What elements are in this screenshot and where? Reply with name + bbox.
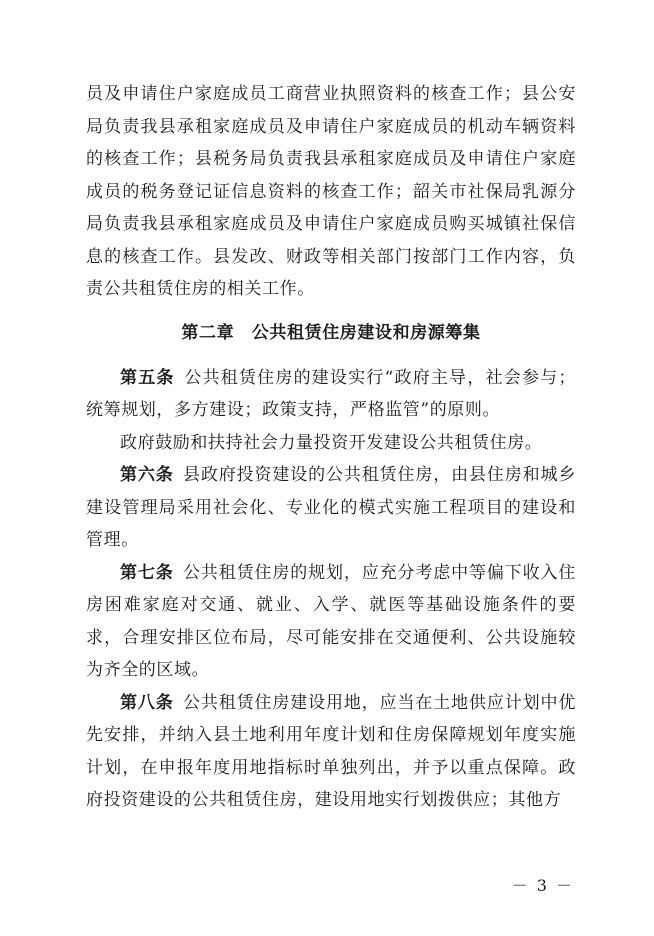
article-label: 第六条 bbox=[120, 465, 174, 485]
article-text: 公共租赁住房的建设实行“政府主导，社会参与；统筹规划，多方建设；政策支持，严格监管”的原则。 bbox=[86, 367, 576, 420]
article-label: 第八条 bbox=[120, 692, 174, 713]
article-label: 第七条 bbox=[120, 562, 174, 583]
article-7 bbox=[86, 557, 576, 687]
article-5 bbox=[86, 362, 576, 427]
article-6 bbox=[86, 459, 576, 557]
article-text: 公共租赁住房建设用地，应当在土地供应计划中优先安排，并纳入县土地利用年度计划和住房保障规划年度实施计划，在申报年度用地指标时单独列出，并予以重点保障。政府投资建设的公共租赁住房，建设用地实行划拨供应；其他方 bbox=[86, 692, 576, 810]
article-text: 县政府投资建设的公共租赁住房，由县住房和城乡建设管理局采用社会化、专业化的模式实施工程项目的建设和管理。 bbox=[86, 465, 576, 550]
article-label: 第五条 bbox=[120, 367, 175, 388]
article-5-paragraph-2 bbox=[86, 427, 576, 460]
page-number: － 3 － bbox=[511, 876, 574, 895]
lead-paragraph: 员及申请住户家庭成员工商营业执照资料的核查工作；县公安局负责我县承租家庭成员及申请住户家庭成员的机动车辆资料的核查工作；县税务局负责我县承租家庭成员及申请住户家庭成员的税务登记证信息资料的核查工作；韶关市社保局乳源分局负责我县承租家庭成员及申请住户家庭成员购买城镇社保信息的核查工作。县发改、财政等相关部门按部门工作内容，负责公共租赁住房的相关工作。 bbox=[86, 84, 576, 299]
article-text: 公共租赁住房的规划，应充分考虑中等偏下收入住房困难家庭对交通、就业、入学、就医等基础设施条件的要求，合理安排区位布局，尽可能安排在交通便利、公共设施较为齐全的区域。 bbox=[86, 562, 576, 680]
article-8 bbox=[86, 687, 576, 817]
document-body bbox=[86, 78, 576, 817]
chapter-title: 第二章 公共租赁住房建设和房源筹集 bbox=[181, 322, 481, 343]
article-text: 政府鼓励和扶持社会力量投资开发建设公共租赁住房。 bbox=[120, 432, 543, 453]
